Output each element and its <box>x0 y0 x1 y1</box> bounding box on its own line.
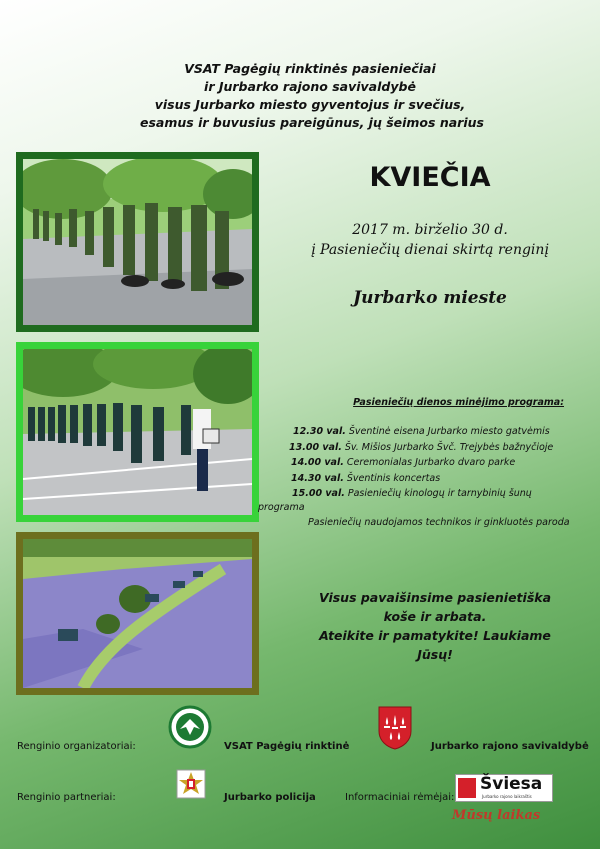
program-title: Pasieniečių dienos minėjimo programa: <box>353 397 564 408</box>
program-item-text: Šventinė eisena Jurbarko miesto gatvėmis <box>348 426 550 437</box>
sviesa-logo <box>455 774 553 802</box>
closing-line: koše ir arbata. <box>383 609 487 624</box>
program-item <box>292 486 532 502</box>
program-item-time: 15.00 val. <box>292 488 345 499</box>
partners-label: Renginio partneriai: <box>17 792 116 803</box>
program-item <box>291 455 515 471</box>
closing-text <box>300 588 570 664</box>
program-item-time: 12.30 val. <box>293 426 346 437</box>
program-extra: Pasieniečių naudojamos technikos ir ginkluotės paroda <box>308 517 570 528</box>
sviesa-subtitle: Jurbarko rajono laikraštis <box>482 794 532 799</box>
program-item-time: 14.00 val. <box>291 457 344 468</box>
photo-officers-parade <box>16 342 259 522</box>
intro-text <box>140 60 484 132</box>
photo-march-with-dogs <box>16 152 259 332</box>
intro-line: visus Jurbarko miesto gyventojus ir svečius, <box>154 97 466 112</box>
intro-line: esamus ir buvusius pareigūnus, jų šeimos narius <box>140 115 484 130</box>
program-item <box>293 424 550 440</box>
program-item <box>289 440 553 456</box>
organizer-2: Jurbarko rajono savivaldybė <box>431 741 589 752</box>
program-item-text: Ceremonialas Jurbarko dvaro parke <box>346 457 516 468</box>
program-item-text: Šv. Mišios Jurbarko Švč. Trejybės bažnyčioje <box>344 441 554 453</box>
police-emblem-icon <box>176 769 206 799</box>
page-title: KVIEČIA <box>369 162 491 193</box>
vsat-emblem-icon <box>168 705 212 749</box>
sponsors-label: Informaciniai rėmėjai: <box>345 792 455 803</box>
program-item-time: 13.00 val. <box>289 441 342 453</box>
organizer-1: VSAT Pagėgių rinktinė <box>224 741 350 752</box>
intro-line: VSAT Pagėgių rinktinės pasieniečiai <box>184 61 436 76</box>
closing-line: Visus pavaišinsime pasienietiška <box>318 590 552 605</box>
closing-line: Ateikite ir pamatykite! Laukiame Jūsų! <box>319 628 551 662</box>
program-item <box>291 471 440 487</box>
sviesa-name: Šviesa <box>480 774 543 794</box>
program-item-text: Šventinis koncertas <box>346 472 441 484</box>
partner-1: Jurbarko policija <box>224 792 316 803</box>
event-place: Jurbarko mieste <box>353 288 507 308</box>
program-item-text: Pasieniečių kinologų ir tarnybinių šunų <box>347 488 532 499</box>
jurbarkas-coat-of-arms-icon <box>377 705 413 751</box>
intro-line: ir Jurbarko rajono savivaldybė <box>204 79 416 94</box>
photo-vehicles-in-field <box>16 532 259 695</box>
sviesa-coat-icon <box>458 778 476 798</box>
organizers-label: Renginio organizatoriai: <box>17 741 136 752</box>
program-item-time: 14.30 val. <box>291 472 344 484</box>
musu-laikas-logo: Mūsų laikas <box>452 808 541 823</box>
event-subject: į Pasieniečių dienai skirtą renginį <box>311 242 549 258</box>
event-details <box>300 220 560 260</box>
event-date: 2017 m. birželio 30 d. <box>352 222 508 238</box>
program-continuation: programa <box>258 502 305 513</box>
